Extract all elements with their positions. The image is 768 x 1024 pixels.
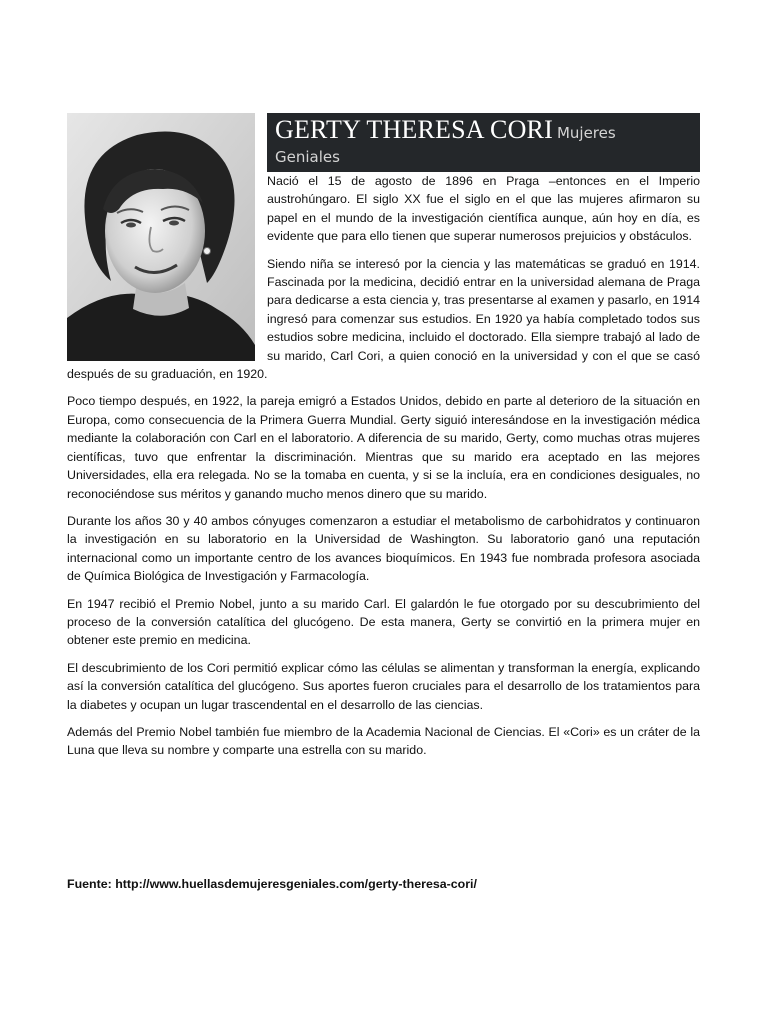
- paragraph-3: Poco tiempo después, en 1922, la pareja emigró a Estados Unidos, debido en parte al deterioro de la situación en Europa, como consecuencia de la Primera Guerra Mundial. Gerty siguió interesándose en la investigación médica mediante la colaboración con Carl en el laboratorio. A diferencia de su marido, Gerty, como muchas otras mujeres científicas, tuvo que enfrentar la discriminación. Mientras que su marido era aceptado en las mejores Universidades, ella era relegada. No se la tomaba en cuenta, y si se la incluía, era en condiciones desiguales, no reconociéndose sus méritos y ganando mucho menos dinero que su marido.: [67, 394, 700, 501]
- series-label-part1: Mujeres: [556, 124, 616, 142]
- portrait-photo: [67, 113, 255, 361]
- paragraph-1: Nació el 15 de agosto de 1896 en Praga –entonces en el Imperio austrohúngaro. El siglo XX fue el siglo en el que las mujeres afirmaron su papel en el mundo de la investigación científica aunque, aún hoy en día, es evidente que para ello tienen que superar numerosos prejuicios y obstáculos.: [267, 174, 700, 244]
- paragraph-6: El descubrimiento de los Cori permitió explicar cómo las células se alimentan y transforman la energía, explicando así la conversión catalítica del glucógeno. Sus aportes fueron cruciales para el desarrollo de los tratamientos para la diabetes y ocupan un lugar trascendental en el desarrollo de las ciencias.: [67, 660, 700, 712]
- paragraph-7: Además del Premio Nobel también fue miembro de la Academia Nacional de Ciencias. El «Cori» es un cráter de la Luna que lleva su nombre y comparte una estrella con su marido.: [67, 724, 700, 758]
- source-line: [67, 877, 477, 891]
- paragraph-4: Durante los años 30 y 40 ambos cónyuges comenzaron a estudiar el metabolismo de carbohidratos y continuaron la investigación en su laboratorio en la Universidad de Washington. Su laboratorio ganó una reputación internacional como un importante centro de los avances bioquímicos. En 1943 fue nombrada profesora asociada de Química Biológica de Investigación y Farmacología.: [67, 513, 700, 584]
- source-label: Fuente:: [67, 877, 112, 891]
- title-banner: [267, 113, 700, 172]
- paragraph-5: En 1947 recibió el Premio Nobel, junto a su marido Carl. El galardón le fue otorgado por su descubrimiento del proceso de la conversión catalítica del glucógeno. De esta manera, Gerty se convirtió en la primera mujer en obtener este premio en medicina.: [67, 596, 700, 648]
- series-label-part2: Geniales: [275, 148, 340, 166]
- article: [67, 113, 700, 769]
- source-link[interactable]: http://www.huellasdemujeresgeniales.com/gerty-theresa-cori/: [115, 877, 477, 891]
- portrait-image: [67, 113, 255, 361]
- page-title: GERTY THERESA CORI: [275, 115, 553, 144]
- paragraph-2: Siendo niña se interesó por la ciencia y las matemáticas se graduó en 1914. Fascinada por la medicina, decidió entrar en la universidad alemana de Praga para dedicarse a esta ciencia y, tras presentarse al examen y pasarlo, en 1914 ingresó para comenzar sus estudios. En 1920 ya había completado todos sus estudios sobre medicina, incluido el doctorado. Ella siempre trabajó al lado de su marido, Carl Cori, a quien conoció en la universidad y con el que se casó después de su graduación, en 1920.: [67, 256, 700, 382]
